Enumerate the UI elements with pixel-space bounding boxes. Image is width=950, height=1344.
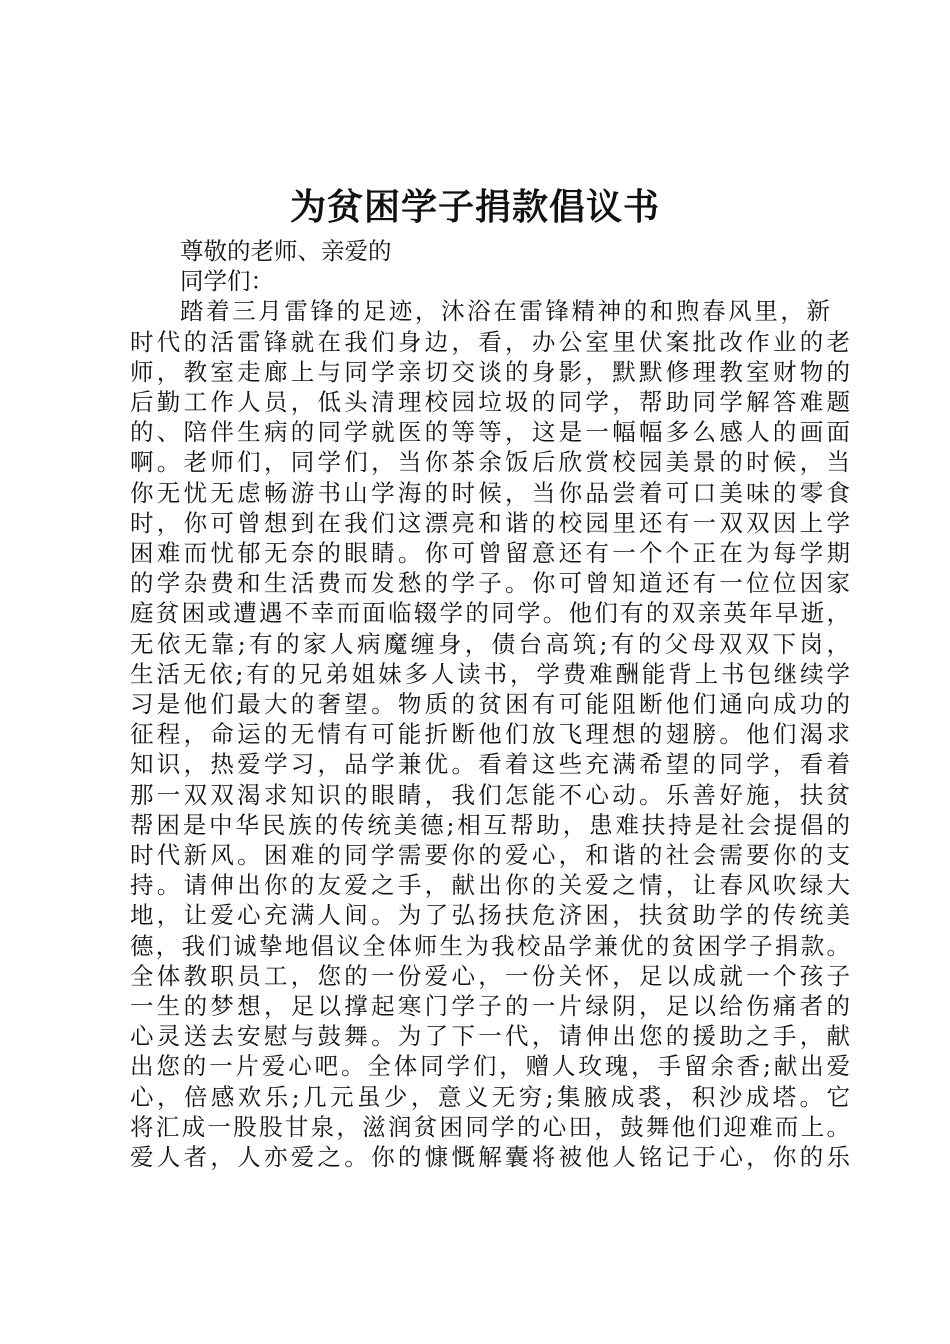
body-line: 的、陪伴生病的同学就医的等等，这是一幅幅多么感人的画面 [130,418,850,447]
body-line: 时代的活雷锋就在我们身边，看，办公室里伏案批改作业的老 [130,327,850,356]
body-line: 心灵送去安慰与鼓舞。为了下一代，请伸出您的援助之手，献 [130,1022,850,1051]
body-line: 无依无靠;有的家人病魔缠身，债台高筑;有的父母双双下岗， [130,629,850,658]
body-line: 出您的一片爱心吧。全体同学们，赠人玫瑰，手留余香;献出爱 [130,1052,850,1081]
body-line: 时，你可曾想到在我们这漂亮和谐的校园里还有一双双因上学 [130,508,850,537]
body-line: 地，让爱心充满人间。为了弘扬扶危济困，扶贫助学的传统美 [130,901,850,930]
body-line: 爱人者，人亦爱之。你的慷慨解囊将被他人铭记于心，你的乐 [130,1143,850,1171]
body-line: 习是他们最大的奢望。物质的贫困有可能阻断他们通向成功的 [130,690,850,718]
body-line: 全体教职员工，您的一份爱心，一份关怀，足以成就一个孩子 [130,961,850,990]
body-line: 知识，热爱学习，品学兼优。看着这些充满希望的同学，看着 [130,750,850,779]
document-title: 为贫困学子捐款倡议书 [289,187,660,228]
body-line: 心，倍感欢乐;几元虽少，意义无穷;集腋成裘，积沙成塔。它 [130,1082,850,1111]
body-line: 师，教室走廊上与同学亲切交谈的身影，默默修理教室财物的 [130,357,850,386]
body-line: 征程，命运的无情有可能折断他们放飞理想的翅膀。他们渴求 [130,720,850,749]
body-line: 啊。老师们，同学们，当你茶余饭后欣赏校园美景的时候，当 [130,448,850,477]
salutation-line-1: 尊敬的老师、亲爱的 [180,237,392,265]
body-line: 那一双双渴求知识的眼睛，我们怎能不心动。乐善好施，扶贫 [130,780,850,809]
body-line: 你无忧无虑畅游书山学海的时候，当你品尝着可口美味的零食 [130,478,850,507]
salutation-line-2: 同学们： [180,267,274,296]
body-line: 帮困是中华民族的传统美德;相互帮助，患难扶持是社会提倡的 [130,810,850,839]
body-line: 德，我们诚挚地倡议全体师生为我校品学兼优的贫困学子捐款。 [130,931,850,960]
body-line: 生活无依;有的兄弟姐妹多人读书，学费难酬能背上书包继续学 [130,659,850,688]
body-line: 时代新风。困难的同学需要你的爱心，和谐的社会需要你的支 [130,841,850,869]
body-line: 将汇成一股股甘泉，滋润贫困同学的心田，鼓舞他们迎难而上。 [130,1112,850,1141]
body-line: 踏着三月雷锋的足迹，沐浴在雷锋精神的和煦春风里，新 [180,297,830,326]
body-line: 庭贫困或遭遇不幸而面临辍学的同学。他们有的双亲英年早逝， [130,599,850,628]
body-line: 困难而忧郁无奈的眼睛。你可曾留意还有一个个正在为每学期 [130,539,850,567]
body-line: 持。请伸出你的友爱之手，献出你的关爱之情，让春风吹绿大 [130,871,850,900]
body-line: 后勤工作人员，低头清理校园垃圾的同学，帮助同学解答难题 [130,388,850,416]
body-line: 一生的梦想，足以撑起寒门学子的一片绿阴，足以给伤痛者的 [130,992,850,1020]
body-line: 的学杂费和生活费而发愁的学子。你可曾知道还有一位位因家 [130,569,850,598]
